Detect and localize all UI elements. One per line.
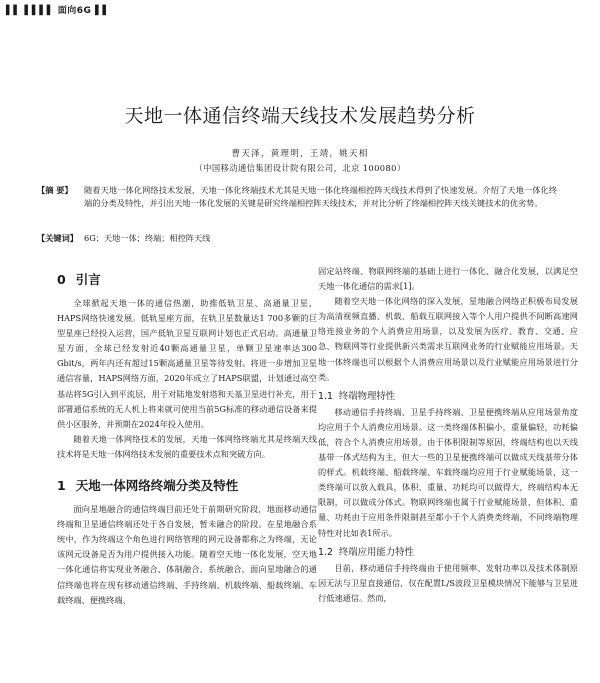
paragraph: 目前，移动通信手持终端由于使用频率、发射功率以及技术体制原因无法与卫星直接通信，仅在配置L/S波段卫星模块情况下能够与卫星进行低速通信。然而， — [318, 562, 578, 603]
keywords-block — [37, 232, 557, 245]
section-number: 0 — [57, 272, 66, 287]
journal-header — [6, 3, 110, 16]
subsection-number: 1.1 — [318, 390, 333, 402]
left-column — [57, 264, 317, 608]
abstract-label: 【摘 要】 — [37, 185, 73, 195]
keywords-text: 6G；天地一体；终端；相控阵天线 — [84, 233, 211, 243]
subsection-number: 1.2 — [318, 546, 333, 558]
paragraph: 随着天地一体网络技术的发展，天地一体网络终端尤其是终端天线技术将是天地一体网络技术发展的重要技术点和突破方向。 — [57, 433, 317, 459]
abstract-block — [37, 184, 557, 210]
section-number: 1 — [57, 478, 66, 494]
paragraph: 全球掀起天地一体的通信热潮，助推低轨卫星、高通量卫星、HAPS网络快速发展。低轨星座方面，在轨卫星数量达1 700多颗的巨型星座已经投入运营，国产低轨卫星互联网计划也正式启动。高通量卫星方面，全球已经发射近40颗高通量卫星，单颗卫星速率达300 Gbit/s，两年内还有超过15颗高通量卫星等待发射。将进一步增加卫星通信容量，HAPS网络方面，2020年成立了HAPS联盟，计划通过高空基站将5G引入到平流层，用于对陆地发射塔和天基卫星进行补充，用于部署通信系统的无人机上将来就可使用当前5G标准的移动通信设备来提供小区服务，并预期在2024年投入使用。 — [57, 298, 317, 429]
paragraph: 面向星地融合的通信终端目前还处于前期研究阶段，地面移动通信终端和卫星通信终端还处于各自发展，暂未融合的阶段。在星地融合系统中，作为终端这个角色进行网络管理的网元设备都称之为终端，无论该网元设备是否为用户提供接入功能。随着空天地一体化发展，空天地一体化通信将实现业务融合、体制融合、系统融合，面向星地融合的通信终端也将在现有移动通信终端、手持终端、机载终端、船载终端、车载终端、便携终端、 — [57, 504, 317, 605]
subsection-title: 终端物理特性 — [338, 390, 396, 402]
paragraph: 移动通信手持终端、卫星手持终端、卫星便携终端从应用场景角度均应用于个人消费应用场景。这一类终端体积偏小，重量偏轻，功耗偏低，符合个人消费应用场景，由于体积限制等原因，终端结构也以天线基带一体式结构为主，但大一些的卫星便携终端可以做成天线基带分体的样式。机载终端、船载终端、车载终端均应用于行业赋能场景，这一类终端可以放入载具，体积、重量、功耗均可以做得大，终端结构本无限制，可以做成分体式。物联网终端也属于行业赋能场景，但体积、重量、功耗由于应用条件限制甚至都小于个人消费类终端，不同终端物理特性对比如表1所示。 — [318, 406, 578, 538]
section-heading-1 — [57, 476, 317, 494]
article-authors: 曹天泽，黄理明，王靖，姚天相 — [231, 149, 369, 159]
journal-tag: 面向6G — [57, 6, 92, 16]
section-title: 引言 — [75, 272, 101, 287]
section-heading-intro — [57, 270, 317, 288]
article-affiliation: （中国移动通信集团设计院有限公司，北京 100080） — [194, 163, 406, 173]
subsection-heading-1-1 — [318, 388, 578, 402]
right-column — [318, 264, 578, 606]
paragraph: 固定站终端、物联网终端的基础上进行一体化、融合化发展，以满足空天地一体化通信的需求[1]。 — [318, 266, 578, 292]
paragraph: 随着空天地一体化网络的深入发展，星地融合网络正积极布局发展为高清视频直播、机载、船载互联网接入等个人用户提供不间断高速网络连接业务的个人消费应用场景，以及发展为医疗、教育、交通、应急、物联网等行业提供新兴类需求互联网业务的行业赋能应用场景。天地一体终端也可以根据个人消费应用场景以及行业赋能应用场景进行分类。 — [318, 296, 578, 382]
article-title: 天地一体通信终端天线技术发展趋势分析 — [124, 105, 476, 127]
section-title: 天地一体网络终端分类及特性 — [75, 478, 239, 494]
subsection-title: 终端应用能力特性 — [338, 546, 414, 558]
header-bars-icon: ▌▌ ▌▌▌▌ — [6, 6, 58, 16]
abstract-text: 随着天地一体化网络技术发展，天地一体化终端技术尤其是天地一体化终端相控阵天线技术得到了快速发展。介绍了天地一体化终端的分类及特性，并引出天地一体化发展的关键是研究终端相控阵天线技术，并对比分析了终端相控阵天线关键技术的优劣势。 — [84, 185, 557, 209]
subsection-heading-1-2 — [318, 544, 578, 558]
keywords-label: 【关键词】 — [37, 233, 78, 243]
header-end-icon: ▌▌ — [91, 6, 110, 16]
